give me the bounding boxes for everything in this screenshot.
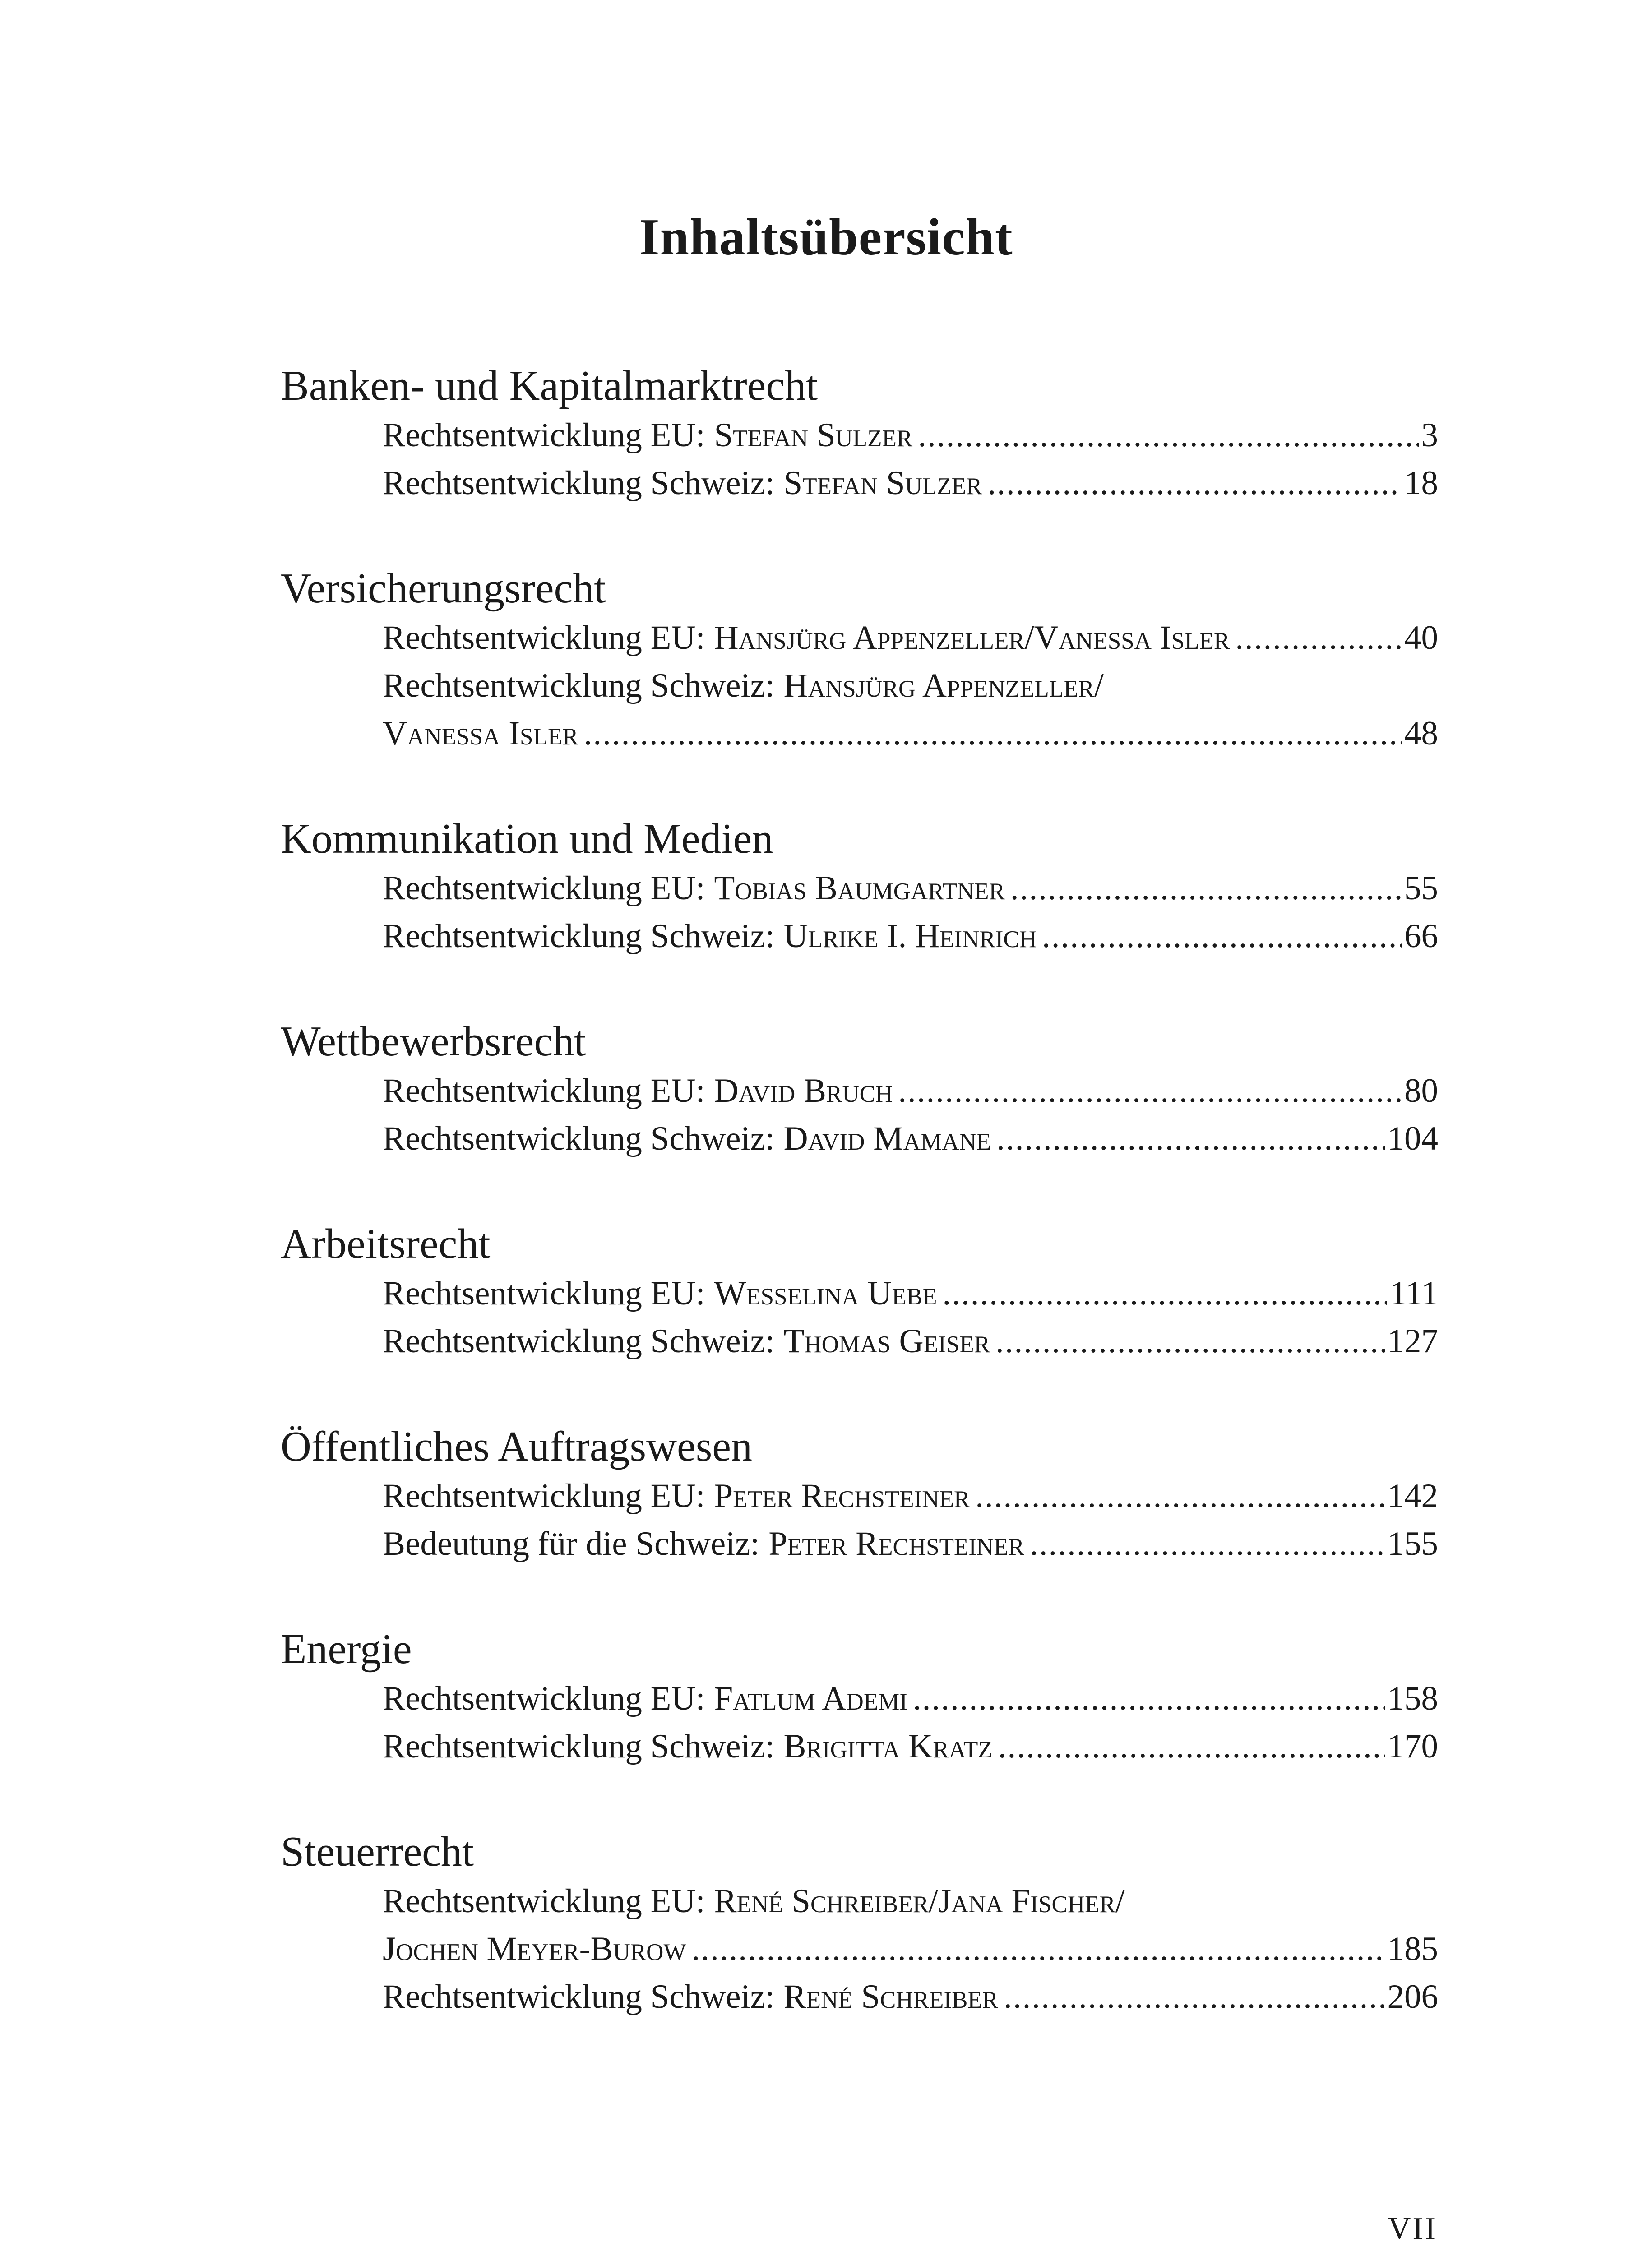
entry-label: Rechtsentwicklung Schweiz:: [383, 917, 775, 955]
entry-page-number: 55: [1404, 869, 1438, 907]
entry-label: Bedeutung für die Schweiz:: [383, 1525, 760, 1563]
entry-label: Rechtsentwicklung EU:: [383, 1680, 705, 1717]
entry-author: Peter Rechsteiner: [768, 1525, 1025, 1563]
toc-entry[interactable]: [281, 411, 1438, 459]
entry-page-number: 80: [1404, 1072, 1438, 1110]
toc-entry[interactable]: [281, 1270, 1438, 1318]
toc-section: [281, 1422, 1438, 1568]
entry-author: Tobias Baumgartner: [714, 869, 1005, 907]
entry-page-number: 104: [1387, 1120, 1438, 1157]
entry-author: Wesselina Uebe: [714, 1275, 937, 1312]
entry-page-number: 66: [1404, 917, 1438, 955]
toc-entry[interactable]: [281, 1877, 1438, 1973]
toc-entry-line: [383, 1067, 1438, 1115]
entry-page-number: 185: [1387, 1930, 1438, 1968]
entry-author: David Mamane: [783, 1120, 991, 1157]
toc-entry[interactable]: [281, 1723, 1438, 1771]
entry-page-number: 3: [1421, 416, 1438, 454]
toc-entry-line: [383, 459, 1438, 507]
dot-leader: [998, 1723, 1385, 1771]
section-title: Versicherungsrecht: [281, 565, 606, 612]
dot-leader: [1235, 614, 1402, 662]
entry-label: Rechtsentwicklung Schweiz:: [383, 1728, 775, 1765]
toc-entry-line: [383, 1270, 1438, 1318]
section-title: Arbeitsrecht: [281, 1220, 491, 1267]
entry-author: Brigitta Kratz: [783, 1728, 993, 1765]
entry-page-number: 111: [1390, 1275, 1438, 1312]
toc-entry-line: [383, 1723, 1438, 1771]
entry-label: Rechtsentwicklung Schweiz:: [383, 1322, 775, 1360]
entry-label: Rechtsentwicklung EU:: [383, 1882, 705, 1920]
entry-label: Rechtsentwicklung Schweiz:: [383, 1120, 775, 1157]
toc-entry-line: [383, 1472, 1438, 1520]
entry-page-number: 127: [1387, 1322, 1438, 1360]
toc-entry[interactable]: [281, 614, 1438, 662]
dot-leader: [995, 1318, 1385, 1365]
entry-label: Rechtsentwicklung EU:: [383, 619, 705, 656]
dot-leader: [975, 1472, 1384, 1520]
dot-leader: [898, 1067, 1402, 1115]
entry-author: David Bruch: [714, 1072, 893, 1110]
section-title: Wettbewerbsrecht: [281, 1018, 586, 1065]
entry-label: Rechtsentwicklung Schweiz:: [383, 464, 775, 502]
entry-author: Ulrike I. Heinrich: [783, 917, 1037, 955]
entry-page-number: 142: [1387, 1477, 1438, 1515]
section-title: Öffentliches Auftragswesen: [281, 1423, 753, 1470]
entry-page-number: 40: [1404, 619, 1438, 656]
dot-leader: [943, 1270, 1388, 1318]
toc-section: [281, 1827, 1438, 2021]
entry-page-number: 158: [1387, 1680, 1438, 1717]
dot-leader: [1004, 1973, 1384, 2021]
toc-entry-line: [383, 710, 1438, 758]
entry-author: Thomas Geiser: [783, 1322, 990, 1360]
dot-leader: [918, 411, 1418, 459]
toc-entry-line: [383, 1520, 1438, 1568]
entry-label: Rechtsentwicklung Schweiz:: [383, 667, 775, 704]
toc-entry-line: [383, 864, 1438, 912]
toc-entry[interactable]: [281, 912, 1438, 960]
toc-entry-line: [383, 411, 1438, 459]
dot-leader: [1030, 1520, 1384, 1568]
toc-entry-line: [383, 1925, 1438, 1973]
dot-leader: [1042, 912, 1402, 960]
entry-author: Peter Rechsteiner: [714, 1477, 970, 1515]
entry-author-continued: Jochen Meyer-Burow: [383, 1930, 686, 1968]
entry-author: Fatlum Ademi: [714, 1680, 907, 1717]
dot-leader: [1010, 864, 1402, 912]
entry-label: Rechtsentwicklung Schweiz:: [383, 1978, 775, 2016]
entry-author: René Schreiber: [783, 1978, 999, 2016]
toc-entry-line: [383, 1877, 1438, 1925]
toc-entry-line: [383, 1115, 1438, 1163]
toc-entry[interactable]: [281, 1973, 1438, 2021]
entry-author: Stefan Sulzer: [714, 416, 913, 454]
toc-entry[interactable]: [281, 1115, 1438, 1163]
toc-entry[interactable]: [281, 1472, 1438, 1520]
entry-page-number: 170: [1387, 1728, 1438, 1765]
dot-leader: [584, 710, 1402, 758]
toc-entry-line: [383, 1318, 1438, 1365]
toc-section: [281, 361, 1438, 507]
entry-author-continued: Vanessa Isler: [383, 715, 578, 752]
toc-entry-line: [383, 912, 1438, 960]
toc-section: [281, 1017, 1438, 1163]
dot-leader: [691, 1925, 1384, 1973]
entry-page-number: 206: [1387, 1978, 1438, 2016]
toc-entry-line: [383, 1973, 1438, 2021]
toc-entry[interactable]: [281, 1520, 1438, 1568]
entry-label: Rechtsentwicklung EU:: [383, 416, 705, 454]
toc-section: [281, 564, 1438, 758]
entry-page-number: 155: [1387, 1525, 1438, 1563]
toc-section: [281, 814, 1438, 960]
toc-section: [281, 1624, 1438, 1771]
toc-entry[interactable]: [281, 1318, 1438, 1365]
section-title: Steuerrecht: [281, 1828, 474, 1875]
entry-label: Rechtsentwicklung EU:: [383, 869, 705, 907]
toc-entry[interactable]: [281, 864, 1438, 912]
toc-entry[interactable]: [281, 662, 1438, 758]
toc-entry[interactable]: [281, 1675, 1438, 1723]
toc-entry[interactable]: [281, 459, 1438, 507]
entry-page-number: 48: [1404, 715, 1438, 752]
section-title: Energie: [281, 1626, 412, 1673]
toc-entry-line: [383, 614, 1438, 662]
toc-entry-line: [383, 1675, 1438, 1723]
page-number: VII: [1388, 2211, 1437, 2246]
dot-leader: [996, 1115, 1384, 1163]
section-title: Kommunikation und Medien: [281, 815, 773, 862]
toc-entry[interactable]: [281, 1067, 1438, 1115]
dot-leader: [913, 1675, 1385, 1723]
entry-author: Hansjürg Appenzeller/Vanessa Isler: [714, 619, 1230, 656]
entry-label: Rechtsentwicklung EU:: [383, 1072, 705, 1110]
page-title: Inhaltsübersicht: [639, 208, 1013, 266]
entry-label: Rechtsentwicklung EU:: [383, 1275, 705, 1312]
entry-author: Hansjürg Appenzeller/: [783, 667, 1104, 704]
toc-entry-line: [383, 662, 1438, 710]
section-title: Banken- und Kapitalmarktrecht: [281, 362, 818, 409]
table-of-contents: [281, 361, 1438, 2077]
toc-section: [281, 1219, 1438, 1365]
dot-leader: [987, 459, 1402, 507]
entry-page-number: 18: [1404, 464, 1438, 502]
entry-label: Rechtsentwicklung EU:: [383, 1477, 705, 1515]
entry-author: René Schreiber/Jana Fischer/: [714, 1882, 1125, 1920]
entry-author: Stefan Sulzer: [783, 464, 982, 502]
